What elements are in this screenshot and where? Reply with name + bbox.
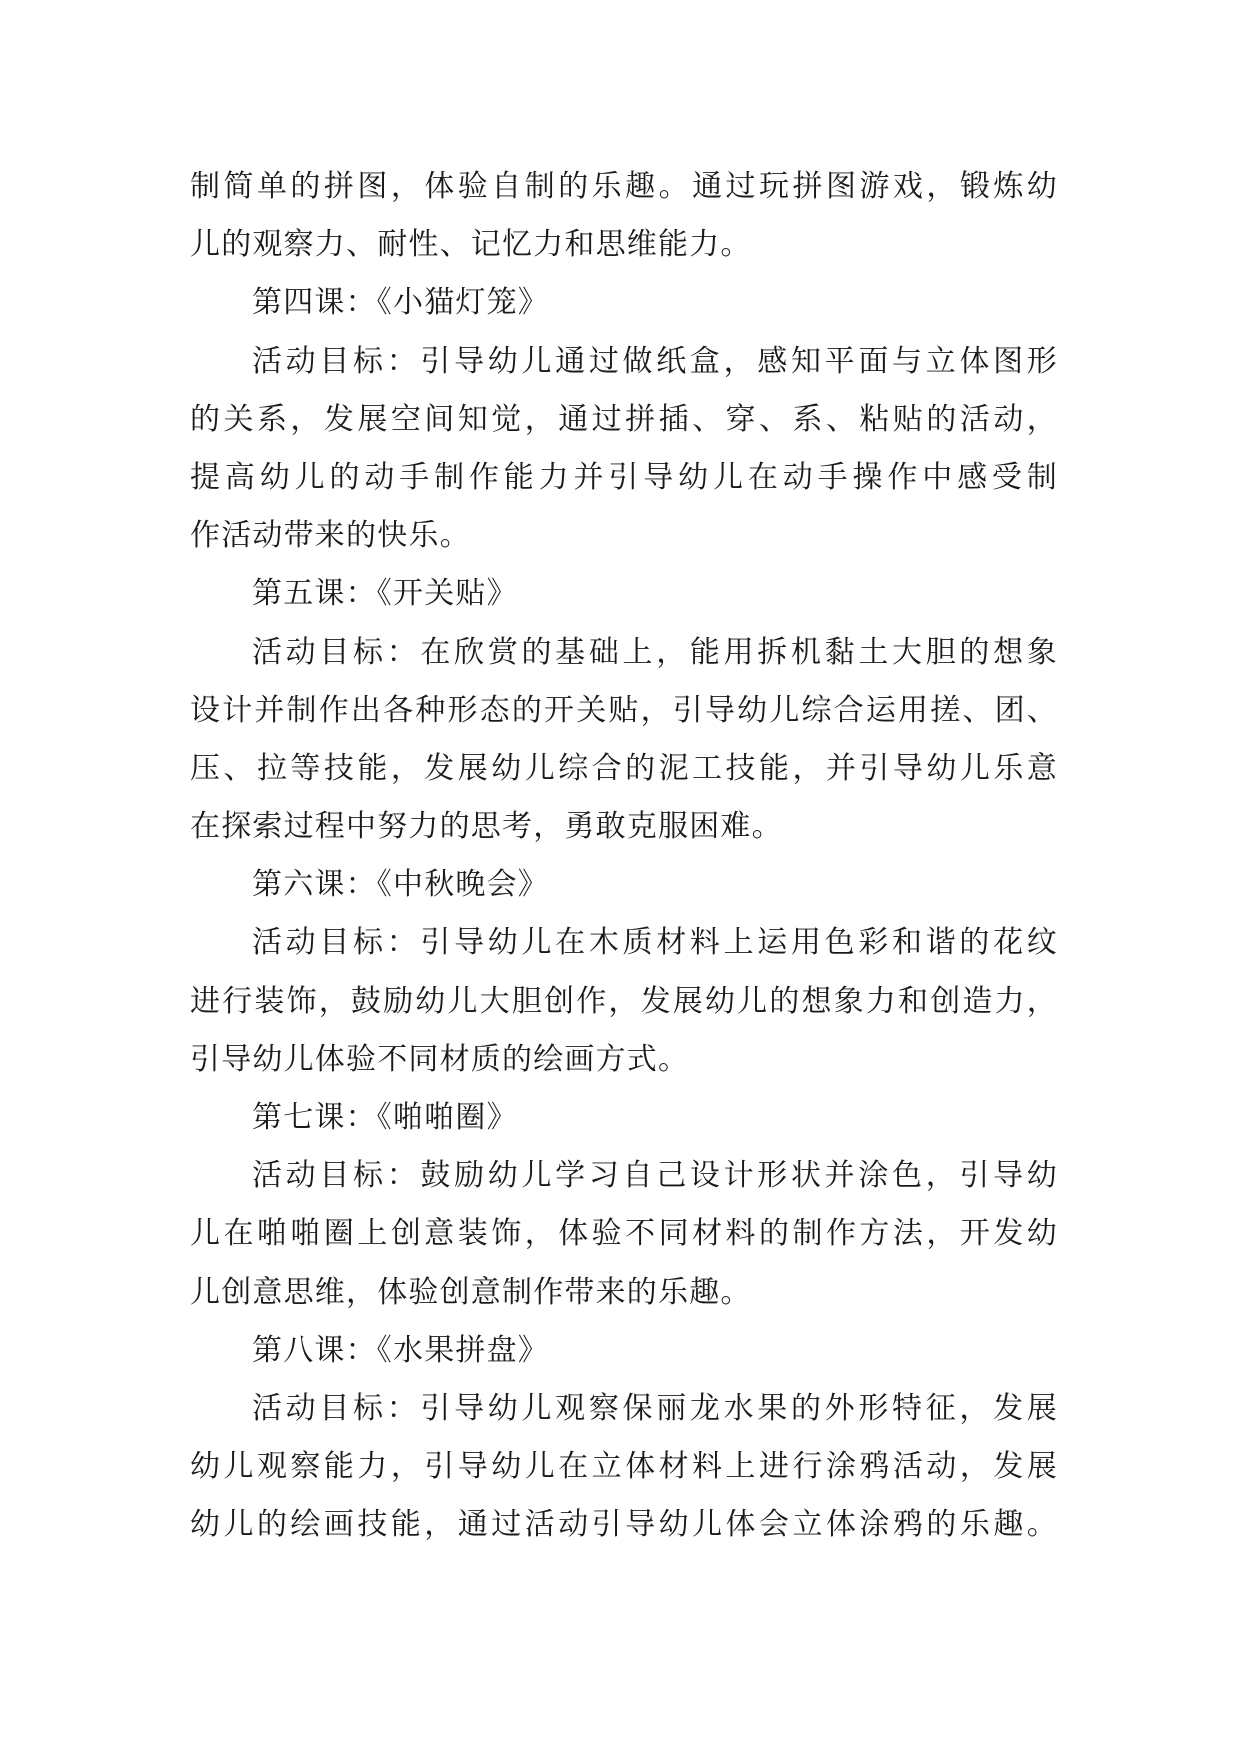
body-line: 幼儿的绘画技能，通过活动引导幼儿体会立体涂鸦的乐趣。 (190, 1507, 1058, 1543)
body-line: 活动目标：引导幼儿在木质材料上运用色彩和谐的花纹 (252, 925, 1058, 961)
body-line: 提高幼儿的动手制作能力并引导幼儿在动手操作中感受制 (190, 459, 1058, 495)
body-line: 活动目标：在欣赏的基础上，能用拆机黏土大胆的想象 (252, 634, 1058, 670)
lesson-title: 第八课：《水果拼盘》 (252, 1332, 549, 1368)
body-line: 儿创意思维，体验创意制作带来的乐趣。 (190, 1274, 752, 1310)
body-line: 制简单的拼图，体验自制的乐趣。通过玩拼图游戏，锻炼幼 (190, 169, 1058, 204)
lesson-title: 第五课：《开关贴》 (252, 576, 518, 612)
body-line: 在探索过程中努力的思考，勇敢克服困难。 (190, 809, 783, 845)
body-line: 儿的观察力、耐性、记忆力和思维能力。 (190, 227, 752, 263)
body-line: 活动目标：鼓励幼儿学习自己设计形状并涂色，引导幼 (252, 1158, 1058, 1194)
body-line: 儿在啪啪圈上创意装饰，体验不同材料的制作方法，开发幼 (190, 1216, 1058, 1252)
lesson-title: 第七课：《啪啪圈》 (252, 1100, 518, 1135)
page-content (190, 158, 1058, 1555)
body-line: 活动目标：引导幼儿通过做纸盒，感知平面与立体图形 (252, 343, 1058, 379)
body-line: 设计并制作出各种形态的开关贴，引导幼儿综合运用搓、团、 (190, 692, 1058, 728)
body-line: 引导幼儿体验不同材质的绘画方式。 (190, 1041, 690, 1077)
body-line: 幼儿观察能力，引导幼儿在立体材料上进行涂鸦活动，发展 (190, 1449, 1058, 1485)
body-line: 活动目标：引导幼儿观察保丽龙水果的外形特征，发展 (252, 1390, 1058, 1426)
lesson-title: 第四课：《小猫灯笼》 (252, 285, 549, 321)
body-line: 进行装饰，鼓励幼儿大胆创作，发展幼儿的想象力和创造力， (190, 983, 1058, 1019)
body-line: 作活动带来的快乐。 (190, 518, 471, 554)
body-line: 压、拉等技能，发展幼儿综合的泥工技能，并引导幼儿乐意 (190, 750, 1058, 786)
body-line: 的关系，发展空间知觉，通过拼插、穿、系、粘贴的活动， (190, 401, 1058, 437)
lesson-title: 第六课：《中秋晚会》 (252, 867, 549, 903)
